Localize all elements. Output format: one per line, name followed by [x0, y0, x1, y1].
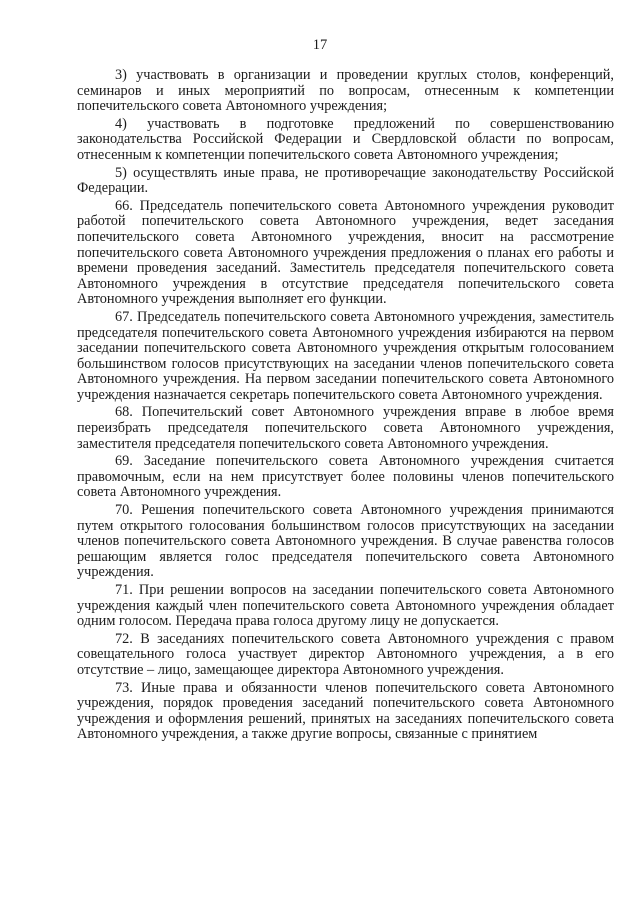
paragraph-67: 67. Председатель попечительского совета Автономного учреждения, заместитель председателя попечительского совета Автономного учреждения избираются на первом заседании попечительского совета Автономного учреждения открытым голосованием большинством голосов присутствующих на заседании членов попечительского совета Автономного учреждения. На первом заседании попечительского совета Автономного учреждения назначается секретарь попечительского совета Автономного учреждения.: [77, 308, 614, 403]
paragraph-73: 73. Иные права и обязанности членов попечительского совета Автономного учреждения, порядок проведения заседаний попечительского совета Автономного учреждения и оформления решений, принятых на заседаниях попечительского совета Автономного учреждения, а также другие вопросы, связанные с принятием: [77, 679, 614, 743]
paragraph-66: 66. Председатель попечительского совета Автономного учреждения руководит работой попечительского совета Автономного учреждения, ведет заседания попечительского совета Автономного учреждения, вносит на рассмотрение попечительского совета Автономного учреждения предложения о планах его работы и времени проведения заседаний. Заместитель председателя попечительского совета Автономного учреждения в отсутствие председателя попечительского совета Автономного учреждения выполняет его функции.: [77, 197, 614, 308]
paragraph-70: 70. Решения попечительского совета Автономного учреждения принимаются путем открытого голосования большинством голосов присутствующих на заседании членов попечительского совета Автономного учреждения. В случае равенства голосов решающим является голос председателя попечительского совета Автономного учреждения.: [77, 502, 614, 581]
paragraph-item-3: 3) участвовать в организации и проведении круглых столов, конференций, семинаров и иных мероприятий по вопросам, отнесенным к компетенции попечительского совета Автономного учреждения;: [77, 67, 614, 115]
paragraph-68: 68. Попечительский совет Автономного учреждения вправе в любое время переизбрать председателя попечительского совета Автономного учреждения, заместителя председателя попечительского совета Автономного учреждения.: [77, 404, 614, 452]
page-number: 17: [312, 37, 328, 53]
paragraph-71: 71. При решении вопросов на заседании попечительского совета Автономного учреждения каждый член попечительского совета Автономного учреждения обладает одним голосом. Передача права голоса другому лицу не допускается.: [77, 582, 614, 630]
paragraph-item-4: 4) участвовать в подготовке предложений по совершенствованию законодательства Российской Федерации и Свердловской области по вопросам, отнесенным к компетенции попечительского совета Автономного учреждения;: [77, 115, 614, 163]
paragraph-item-5: 5) осуществлять иные права, не противоречащие законодательству Российской Федерации.: [77, 164, 614, 197]
paragraph-69: 69. Заседание попечительского совета Автономного учреждения считается правомочным, если на нем присутствует более половины членов попечительского совета Автономного учреждения.: [77, 453, 614, 501]
paragraph-72: 72. В заседаниях попечительского совета Автономного учреждения с правом совещательного голоса участвует директор Автономного учреждения, а в его отсутствие – лицо, замещающее директора Автономного учреждения.: [77, 630, 614, 678]
document-body: [77, 68, 614, 745]
